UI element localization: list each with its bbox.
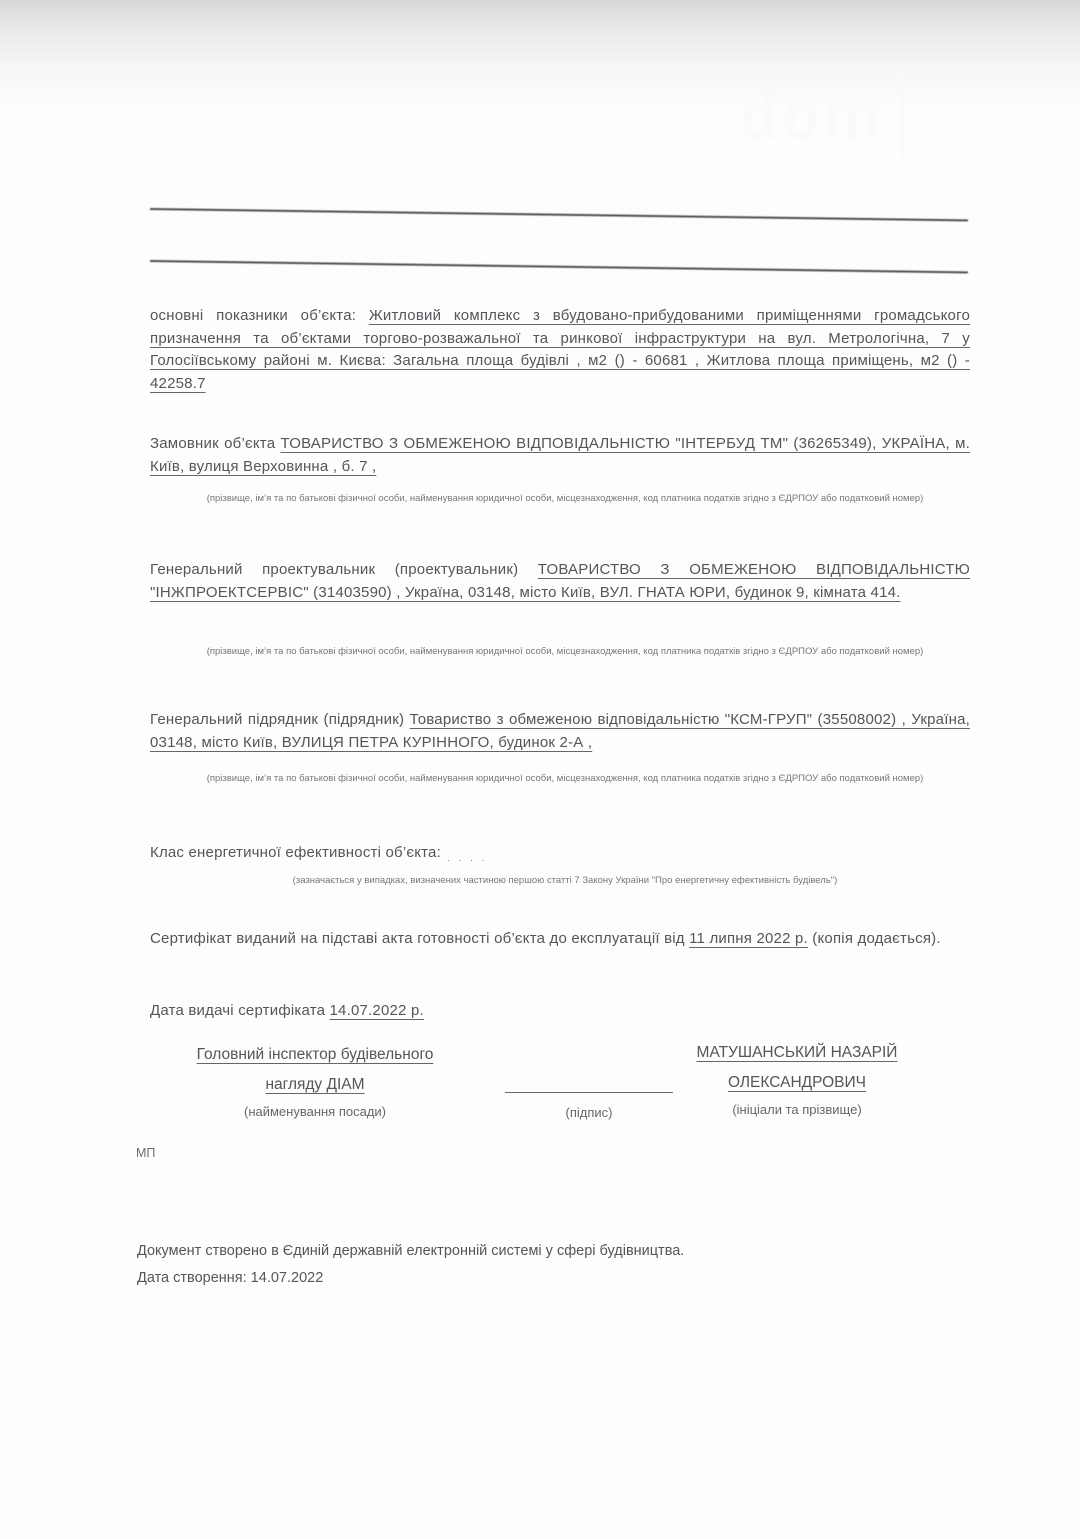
designer-value: ТОВАРИСТВО З ОБМЕЖЕНОЮ ВІДПОВІДАЛЬНІСТЮ "ІНЖПРОЕКТСЕРВІС" (31403590) , Україна, 03148, місто Київ, ВУЛ. ГНАТА ЮРИ, будинок 9, кімната 414. <box>150 561 970 601</box>
energy-class-note: (зазначається у випадках, визначених частиною першою статті 7 Закону України "Про енергетичну ефективність будівель") <box>292 875 838 886</box>
signature-field-block <box>505 1092 673 1125</box>
customer-note: (прізвище, ім’я та по батькові фізичної особи, найменування юридичної особи, місцезнаходження, код платника податків згідно з ЄДРПОУ або податковий номер) <box>206 493 924 504</box>
footer-line1: Документ створено в Єдиній державній електронній системі у сфері будівництва. <box>137 1243 685 1259</box>
signature-name-block <box>652 1038 942 1122</box>
issue-date-value: 14.07.2022 р. <box>329 1002 424 1019</box>
designer-paragraph <box>150 559 970 604</box>
footer-line2: Дата створення: 14.07.2022 <box>137 1270 324 1286</box>
horizontal-rule-second <box>150 260 968 273</box>
position-title-line2: нагляду ДІАМ <box>265 1076 365 1093</box>
name-note: (ініціали та прізвище) <box>732 1102 862 1117</box>
certificate-basis-paragraph <box>150 928 970 951</box>
certificate-basis-text: Сертифікат виданий на підставі акта готовності об’єкта до експлуатації від <box>150 930 690 947</box>
energy-class-value: . . . . <box>446 853 488 864</box>
certificate-basis-tail: (копія додається). <box>807 930 941 947</box>
contractor-note: (прізвище, ім’я та по батькові фізичної особи, найменування юридичної особи, місцезнаходження, код платника податків згідно з ЄДРПОУ або податковий номер) <box>206 773 924 784</box>
inspector-name-line1: МАТУШАНСЬКИЙ НАЗАРІЙ <box>696 1044 898 1061</box>
contractor-paragraph <box>150 709 970 754</box>
energy-class-line <box>150 842 970 871</box>
indicators-value: Житловий комплекс з вбудовано-прибудованими приміщеннями громадського призначення та об’єктами торгово-розважальної та ринкової інфраструктури на вул. Метрологічна, 7 у Голосіївському районі м. Києва: Загальна площа будівлі , м2 () - 60681 , Житлова площа приміщень, м2 () - 42258.7 <box>150 307 970 392</box>
designer-label: Генеральний проектувальник (проектувальник) <box>150 561 538 578</box>
position-note: (найменування посади) <box>243 1104 387 1119</box>
stamp-placeholder: МП <box>136 1146 156 1160</box>
customer-paragraph <box>150 433 970 478</box>
inspector-name-line2: ОЛЕКСАНДРОВИЧ <box>728 1074 866 1091</box>
issue-date-label: Дата видачі сертифіката <box>150 1002 330 1019</box>
watermark-text: dom <box>740 82 883 152</box>
signature-line <box>505 1092 673 1093</box>
contractor-label: Генеральний підрядник (підрядник) <box>150 711 410 728</box>
position-title-line1: Головний інспектор будівельного <box>196 1046 434 1063</box>
contractor-value: Товариство з обмеженою відповідальністю "КСМ-ГРУП" (35508002) , Україна, 03148, місто Київ, ВУЛИЦЯ ПЕТРА КУРІННОГО, будинок 2-А , <box>150 711 970 751</box>
footer-block <box>137 1238 937 1292</box>
signature-note: (підпис) <box>565 1105 613 1120</box>
designer-note: (прізвище, ім’я та по батькові фізичної особи, найменування юридичної особи, місцезнаходження, код платника податків згідно з ЄДРПОУ або податковий номер) <box>206 646 924 657</box>
certificate-basis-date: 11 липня 2022 р. <box>689 930 808 947</box>
customer-label: Замовник об’єкта <box>150 435 281 452</box>
horizontal-rule-top <box>150 208 968 221</box>
indicators-label: основні показники об’єкта: <box>150 307 369 324</box>
signature-position-block <box>150 1040 480 1124</box>
energy-class-label: Клас енергетичної ефективності об’єкта: <box>150 844 441 861</box>
indicators-paragraph <box>150 305 970 395</box>
issue-date-line <box>150 1000 970 1023</box>
customer-value: ТОВАРИСТВО З ОБМЕЖЕНОЮ ВІДПОВІДАЛЬНІСТЮ "ІНТЕРБУД ТМ" (36265349), УКРАЇНА, м. Київ, вулиця Верховинна , б. 7 , <box>150 435 971 475</box>
